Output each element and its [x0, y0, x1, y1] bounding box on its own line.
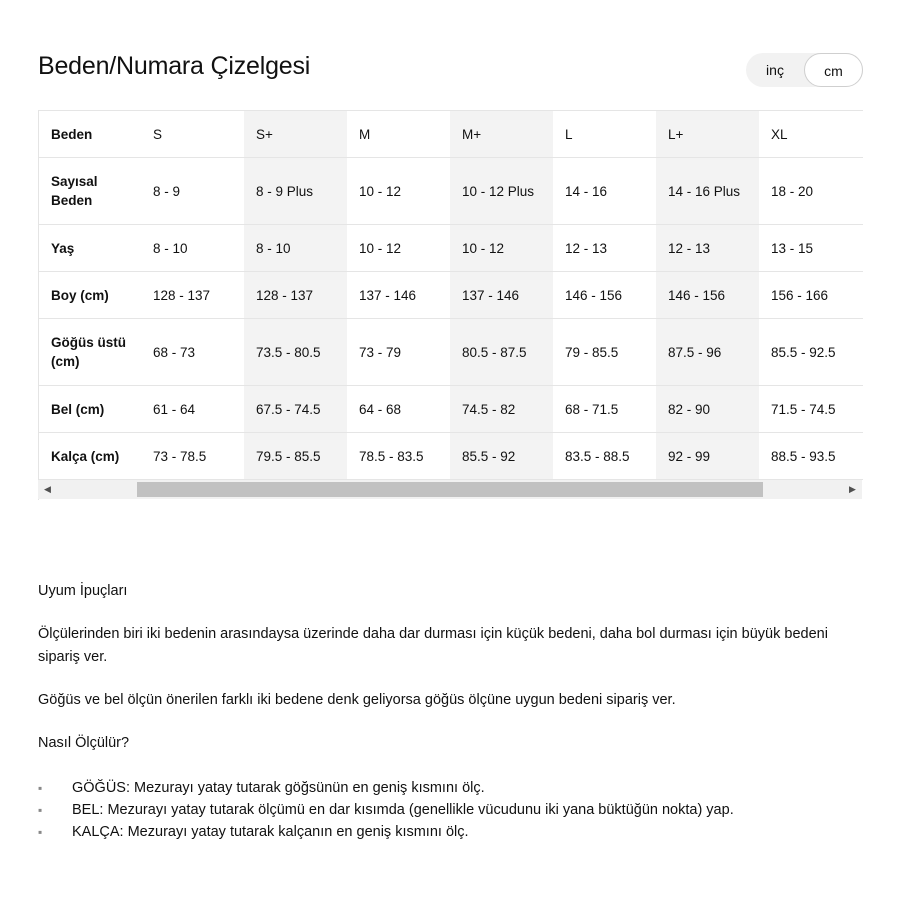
- table-cell: 79.5 - 85.5: [244, 433, 347, 480]
- table-cell: 12 - 13: [656, 225, 759, 272]
- list-item: [38, 799, 868, 821]
- table-cell: 68 - 71.5: [553, 386, 656, 433]
- fit-tips-heading: Uyum İpuçları: [38, 583, 128, 599]
- list-item: [38, 821, 868, 843]
- list-item-text: KALÇA: Mezurayı yatay tutarak kalçanın en geniş kısmını ölç.: [72, 824, 469, 840]
- table-row-size: [39, 111, 863, 158]
- measure-steps-list: [38, 777, 868, 843]
- row-header: Sayısal Beden: [39, 158, 141, 225]
- table-cell: 14 - 16: [553, 158, 656, 225]
- table-cell: 79 - 85.5: [553, 319, 656, 386]
- table-cell: 74.5 - 82: [450, 386, 553, 433]
- table-cell: 73.5 - 80.5: [244, 319, 347, 386]
- fit-tips-section: [38, 580, 868, 843]
- table-cell: 8 - 10: [141, 225, 244, 272]
- table-cell: 13 - 15: [759, 225, 863, 272]
- table-cell: 146 - 156: [656, 272, 759, 319]
- table-cell: L+: [656, 111, 759, 158]
- table-cell: 85.5 - 92: [450, 433, 553, 480]
- horizontal-scrollbar[interactable]: [38, 480, 862, 499]
- size-table: [39, 110, 863, 480]
- list-item-text: BEL: Mezurayı yatay tutarak ölçümü en dar kısımda (genellikle vücudunu iki yana büktüğün nokta) yap.: [72, 802, 734, 818]
- table-cell: 10 - 12: [347, 158, 450, 225]
- table-cell: XL: [759, 111, 863, 158]
- unit-option-inch[interactable]: inç: [766, 62, 784, 78]
- table-cell: 88.5 - 93.5: [759, 433, 863, 480]
- table-cell: 128 - 137: [244, 272, 347, 319]
- scroll-right-arrow-icon[interactable]: ▶: [849, 484, 856, 494]
- table-cell: 8 - 9: [141, 158, 244, 225]
- table-row-hip: [39, 433, 863, 480]
- scrollbar-thumb[interactable]: [137, 482, 763, 497]
- table-row-age: [39, 225, 863, 272]
- table-cell: 156 - 166: [759, 272, 863, 319]
- table-cell: 80.5 - 87.5: [450, 319, 553, 386]
- row-header: Göğüs üstü (cm): [39, 319, 141, 386]
- table-cell: 10 - 12 Plus: [450, 158, 553, 225]
- table-cell: 12 - 13: [553, 225, 656, 272]
- table-cell: 85.5 - 92.5: [759, 319, 863, 386]
- scroll-left-arrow-icon[interactable]: ◀: [44, 484, 51, 494]
- row-header: Kalça (cm): [39, 433, 141, 480]
- fit-tip-paragraph: Göğüs ve bel ölçün önerilen farklı iki bedene denk geliyorsa göğüs ölçüne uygun bedeni sipariş ver.: [38, 692, 676, 708]
- square-bullet-icon: ▪: [38, 781, 43, 795]
- table-cell: S: [141, 111, 244, 158]
- list-item: [38, 777, 868, 799]
- list-item-text: GÖĞÜS: Mezurayı yatay tutarak göğsünün en geniş kısmını ölç.: [72, 780, 485, 796]
- table-cell: 137 - 146: [347, 272, 450, 319]
- table-row-chest: [39, 319, 863, 386]
- row-header: Bel (cm): [39, 386, 141, 433]
- table-cell: 128 - 137: [141, 272, 244, 319]
- table-cell: 10 - 12: [347, 225, 450, 272]
- table-cell: S+: [244, 111, 347, 158]
- table-cell: 14 - 16 Plus: [656, 158, 759, 225]
- table-cell: 67.5 - 74.5: [244, 386, 347, 433]
- table-cell: 68 - 73: [141, 319, 244, 386]
- row-header: Yaş: [39, 225, 141, 272]
- table-cell: 87.5 - 96: [656, 319, 759, 386]
- how-to-measure-heading: Nasıl Ölçülür?: [38, 735, 130, 751]
- table-cell: 8 - 9 Plus: [244, 158, 347, 225]
- table-cell: 83.5 - 88.5: [553, 433, 656, 480]
- table-cell: M: [347, 111, 450, 158]
- unit-toggle[interactable]: [746, 53, 863, 87]
- table-cell: 8 - 10: [244, 225, 347, 272]
- page-title: Beden/Numara Çizelgesi: [38, 52, 311, 80]
- table-cell: 146 - 156: [553, 272, 656, 319]
- unit-option-cm[interactable]: cm: [804, 53, 863, 87]
- fit-tip-paragraph: Ölçülerinden biri iki bedenin arasındaysa üzerinde daha dar durması için küçük bedeni, daha bol durması için büyük bedeni sipariş ver.: [38, 626, 828, 665]
- table-cell: 137 - 146: [450, 272, 553, 319]
- table-row-waist: [39, 386, 863, 433]
- table-cell: 71.5 - 74.5: [759, 386, 863, 433]
- table-cell: 78.5 - 83.5: [347, 433, 450, 480]
- square-bullet-icon: ▪: [38, 803, 43, 817]
- table-cell: 61 - 64: [141, 386, 244, 433]
- row-header: Beden: [39, 111, 141, 158]
- size-table-container[interactable]: [38, 110, 863, 500]
- table-row-height: [39, 272, 863, 319]
- table-cell: 18 - 20: [759, 158, 863, 225]
- square-bullet-icon: ▪: [38, 825, 43, 839]
- table-row-numeric-size: [39, 158, 863, 225]
- table-cell: 82 - 90: [656, 386, 759, 433]
- table-cell: 73 - 79: [347, 319, 450, 386]
- table-cell: 92 - 99: [656, 433, 759, 480]
- table-cell: 73 - 78.5: [141, 433, 244, 480]
- table-cell: L: [553, 111, 656, 158]
- table-cell: 64 - 68: [347, 386, 450, 433]
- row-header: Boy (cm): [39, 272, 141, 319]
- table-cell: 10 - 12: [450, 225, 553, 272]
- table-cell: M+: [450, 111, 553, 158]
